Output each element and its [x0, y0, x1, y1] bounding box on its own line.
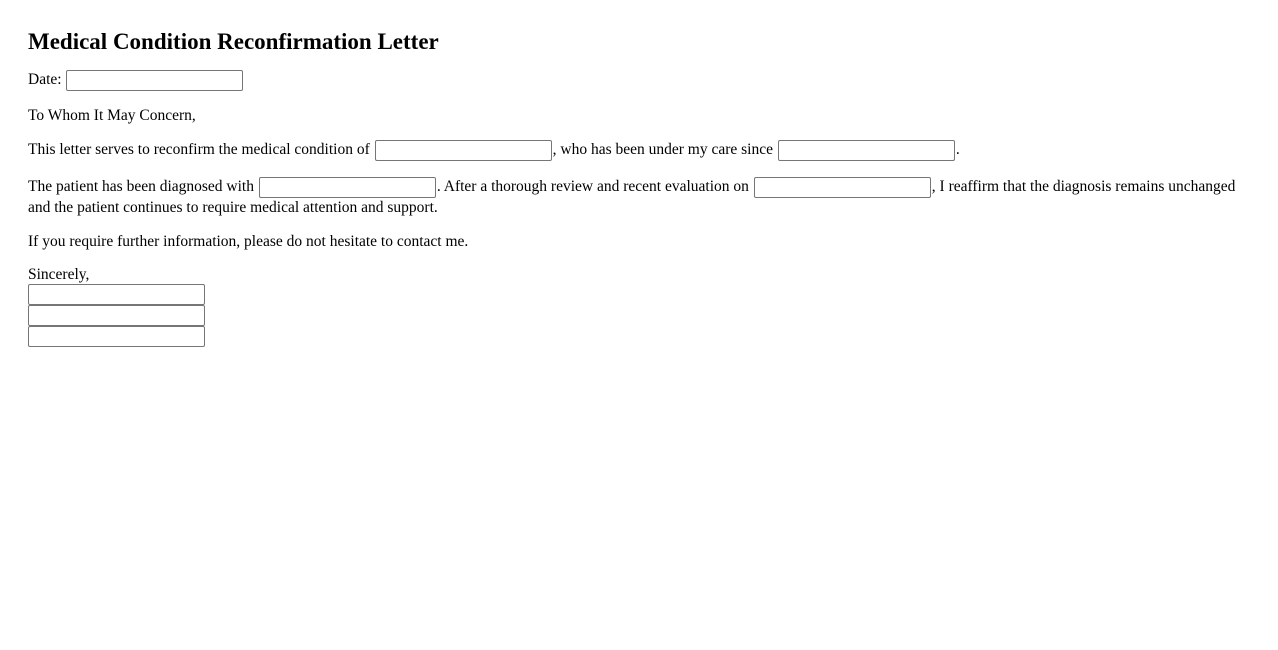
signature-input-2[interactable] — [28, 305, 205, 326]
closing: Sincerely, — [28, 266, 90, 283]
date-label: Date: — [28, 71, 62, 89]
signature-block — [28, 284, 1250, 347]
greeting: To Whom It May Concern, — [28, 107, 196, 124]
paragraph-contact: If you require further information, please do not hesitate to contact me. — [28, 233, 469, 250]
para1-text-start: This letter serves to reconfirm the medical condition of — [28, 141, 370, 159]
para2-text-end: , I reaffirm that the diagnosis remains unchanged and the patient continues to require medical attention and support. — [28, 178, 1236, 216]
patient-name-input[interactable] — [375, 140, 552, 161]
signature-input-3[interactable] — [28, 326, 205, 347]
care-since-input[interactable] — [778, 140, 955, 161]
paragraph-diagnosis — [28, 177, 1250, 218]
para1-text-end: . — [955, 141, 960, 159]
page-title: Medical Condition Reconfirmation Letter — [28, 29, 439, 54]
date-line — [28, 70, 1250, 91]
para1-text-middle: , who has been under my care since — [552, 141, 773, 159]
para2-text-middle: . After a thorough review and recent evaluation on — [436, 178, 749, 196]
date-input[interactable] — [66, 70, 243, 91]
evaluation-date-input[interactable] — [754, 177, 931, 198]
diagnosis-input[interactable] — [259, 177, 436, 198]
signature-input-1[interactable] — [28, 284, 205, 305]
para2-text-start: The patient has been diagnosed with — [28, 178, 254, 196]
paragraph-reconfirm — [28, 140, 1250, 161]
